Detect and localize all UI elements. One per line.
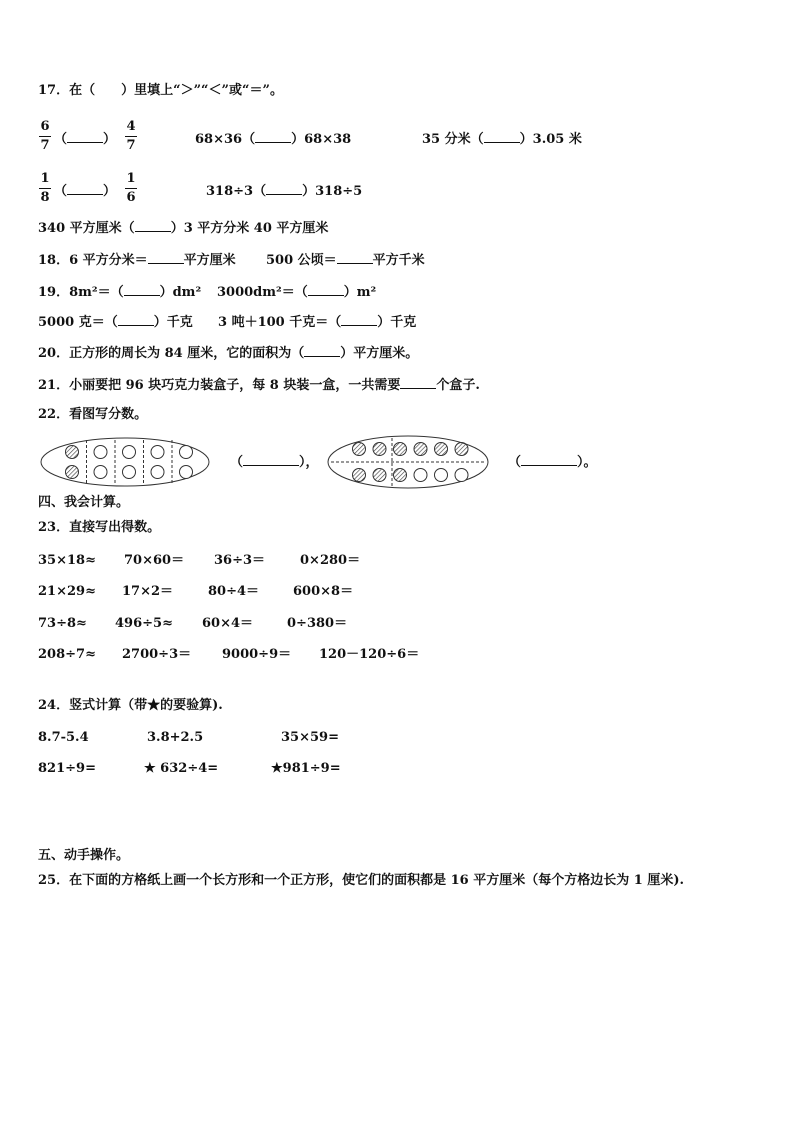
- calc-item: 120－120÷6＝: [319, 647, 420, 662]
- calc-item: 2700÷3＝: [122, 647, 192, 662]
- expr-left: 35 分米: [422, 132, 471, 147]
- section-5-title: 五、动手操作。: [38, 848, 130, 863]
- compare-blank-1[interactable]: [54, 130, 116, 148]
- fraction-numerator: 1: [126, 171, 136, 186]
- q23-title: 23．直接写出得数。: [38, 520, 161, 535]
- unit-text: 个盒子.: [436, 378, 480, 393]
- shaded-circle: [353, 443, 366, 456]
- answer-blank[interactable]: [255, 130, 291, 143]
- calc-item: 35×18≈: [38, 553, 96, 568]
- shaded-circle: [455, 443, 468, 456]
- fraction-denominator: 8: [40, 190, 50, 205]
- q25-text: 25．在下面的方格纸上画一个长方形和一个正方形，使它们的面积都是 16 平方厘米（每个方格边长为 1 厘米).: [38, 873, 685, 888]
- fraction-one-eighth: [39, 172, 51, 205]
- paren-open: （: [230, 455, 244, 470]
- expr-left: 68×36: [195, 132, 243, 147]
- answer-blank[interactable]: [341, 313, 377, 326]
- unit-text: ）dm²: [159, 285, 202, 300]
- unit-text: ）平方厘米。: [340, 346, 419, 361]
- paren-open: （: [242, 132, 256, 147]
- compare-expression-6: [38, 219, 328, 237]
- figure-ellipse: [41, 438, 209, 486]
- calc-item: 60×4＝: [202, 616, 254, 631]
- calc-item: 80÷4＝: [208, 584, 260, 599]
- calc-item: 0×280＝: [300, 553, 361, 568]
- compare-blank-4[interactable]: [54, 182, 116, 200]
- q19-part-c: [38, 313, 193, 331]
- section-4-title: 四、我会计算。: [38, 495, 130, 510]
- fraction-numerator: 4: [126, 119, 136, 134]
- fraction-six-sevenths: [39, 120, 51, 153]
- empty-circle: [435, 469, 448, 482]
- fraction-denominator: 6: [126, 190, 136, 205]
- paren-close: ），: [299, 455, 319, 470]
- shaded-circle: [394, 469, 407, 482]
- paren-open: （: [121, 221, 135, 236]
- answer-blank[interactable]: [67, 182, 103, 195]
- shaded-circle: [353, 469, 366, 482]
- fraction-numerator: 6: [40, 119, 50, 134]
- q19-part-d: [218, 313, 416, 331]
- compare-expression-2: [195, 130, 351, 148]
- answer-blank[interactable]: [148, 251, 184, 264]
- calc-item: 208÷7≈: [38, 647, 96, 662]
- unit-text: 平方厘米: [183, 253, 236, 268]
- paren-open: （: [54, 132, 68, 147]
- figure-marks: [331, 438, 485, 486]
- shaded-circle: [435, 443, 448, 456]
- shaded-circle: [66, 466, 79, 479]
- calc-item: 9000÷9＝: [222, 647, 292, 662]
- answer-blank[interactable]: [484, 130, 520, 143]
- shaded-circle: [373, 443, 386, 456]
- shaded-circle: [394, 443, 407, 456]
- paren-close: ）: [302, 184, 316, 199]
- calc-item: 73÷8≈: [38, 616, 87, 631]
- compare-expression-5: [206, 182, 362, 200]
- calc-item: 600×8＝: [293, 584, 354, 599]
- answer-blank[interactable]: [304, 344, 340, 357]
- q22-title: 22．看图写分数。: [38, 407, 148, 422]
- vertical-calc-item: ★981÷9=: [271, 761, 341, 776]
- fraction-bar: [39, 188, 51, 189]
- empty-circle: [455, 469, 468, 482]
- empty-circle: [94, 466, 107, 479]
- prompt-text: 3000dm²＝（: [217, 285, 308, 300]
- answer-blank[interactable]: [243, 453, 299, 466]
- shaded-circle: [66, 446, 79, 459]
- answer-blank[interactable]: [521, 453, 577, 466]
- q18-part-1: [38, 251, 236, 269]
- fraction-bar: [125, 188, 137, 189]
- vertical-calc-item: 35×59=: [281, 730, 339, 745]
- vertical-calc-item: 821÷9=: [38, 761, 96, 776]
- answer-blank[interactable]: [124, 283, 160, 296]
- paren-open: （: [508, 455, 522, 470]
- unit-text: ）千克: [377, 315, 417, 330]
- calc-item: 36÷3＝: [214, 553, 266, 568]
- prompt-text: 19．8m²＝（: [38, 285, 124, 300]
- fraction-denominator: 7: [40, 138, 50, 153]
- answer-blank[interactable]: [266, 182, 302, 195]
- paren-close: ）: [519, 132, 533, 147]
- q19-part-b: [217, 283, 376, 301]
- empty-circle: [123, 446, 136, 459]
- paren-close: ）: [291, 132, 305, 147]
- answer-blank[interactable]: [400, 376, 436, 389]
- answer-blank[interactable]: [118, 313, 154, 326]
- q18-part-2: [266, 251, 425, 269]
- empty-circle: [151, 446, 164, 459]
- expr-right: 318÷5: [315, 184, 363, 199]
- expr-right: 3 平方分米 40 平方厘米: [183, 221, 329, 236]
- paren-open: （: [253, 184, 267, 199]
- empty-circle: [180, 466, 193, 479]
- expr-right: 3.05 米: [532, 132, 582, 147]
- paren-open: （: [470, 132, 484, 147]
- empty-circle: [151, 466, 164, 479]
- q19-part-a: [38, 283, 201, 301]
- fraction-bar: [39, 136, 51, 137]
- paren-close: ）: [103, 184, 117, 199]
- fraction-figure-2: [327, 434, 489, 490]
- prompt-text: 3 吨＋100 千克＝（: [218, 315, 342, 330]
- compare-expression-3: [422, 130, 582, 148]
- fraction-four-sevenths: [125, 120, 137, 153]
- answer-blank[interactable]: [67, 130, 103, 143]
- unit-text: 平方千米: [372, 253, 425, 268]
- empty-circle: [180, 446, 193, 459]
- answer-blank[interactable]: [135, 219, 171, 232]
- calc-item: 21×29≈: [38, 584, 96, 599]
- answer-blank[interactable]: [337, 251, 373, 264]
- expr-left: 340 平方厘米: [38, 221, 122, 236]
- prompt-text: 20．正方形的周长为 84 厘米，它的面积为（: [38, 346, 305, 361]
- fraction-numerator: 1: [40, 171, 50, 186]
- calc-item: 70×60＝: [124, 553, 185, 568]
- shaded-circle: [373, 469, 386, 482]
- fraction-denominator: 7: [126, 138, 136, 153]
- empty-circle: [94, 446, 107, 459]
- prompt-text: 5000 克＝（: [38, 315, 118, 330]
- empty-circle: [414, 469, 427, 482]
- prompt-text: 18．6 平方分米＝: [38, 253, 148, 268]
- prompt-text: 500 公顷＝: [266, 253, 337, 268]
- vertical-calc-item: 3.8+2.5: [147, 730, 204, 745]
- q17-title: 17．在（ ）里填上“＞”“＜”或“＝”。: [38, 83, 283, 98]
- expr-left: 318÷3: [206, 184, 254, 199]
- empty-circle: [123, 466, 136, 479]
- answer-blank[interactable]: [308, 283, 344, 296]
- unit-text: ）千克: [153, 315, 193, 330]
- calc-item: 17×2＝: [122, 584, 174, 599]
- calc-item: 0÷380＝: [287, 616, 348, 631]
- paren-open: （: [54, 184, 68, 199]
- vertical-calc-item: ★ 632÷4=: [144, 761, 219, 776]
- paren-close: ）: [103, 132, 117, 147]
- q21: [38, 376, 480, 394]
- unit-text: ）m²: [343, 285, 377, 300]
- paren-close: ）: [170, 221, 184, 236]
- paren-close: ）。: [577, 455, 597, 470]
- figure-marks: [66, 440, 193, 484]
- fraction-one-sixth: [125, 172, 137, 205]
- q20: [38, 344, 418, 362]
- shaded-circle: [414, 443, 427, 456]
- prompt-text: 21．小丽要把 96 块巧克力装盒子，每 8 块装一盒，一共需要: [38, 378, 401, 393]
- q22-answer-a: [230, 453, 319, 471]
- vertical-calc-item: 8.7-5.4: [38, 730, 89, 745]
- q24-title: 24．竖式计算（带★的要验算).: [38, 698, 223, 713]
- q22-answer-b: [508, 453, 597, 471]
- calc-item: 496÷5≈: [115, 616, 173, 631]
- expr-right: 68×38: [304, 132, 352, 147]
- fraction-figure-1: [40, 436, 210, 488]
- fraction-bar: [125, 136, 137, 137]
